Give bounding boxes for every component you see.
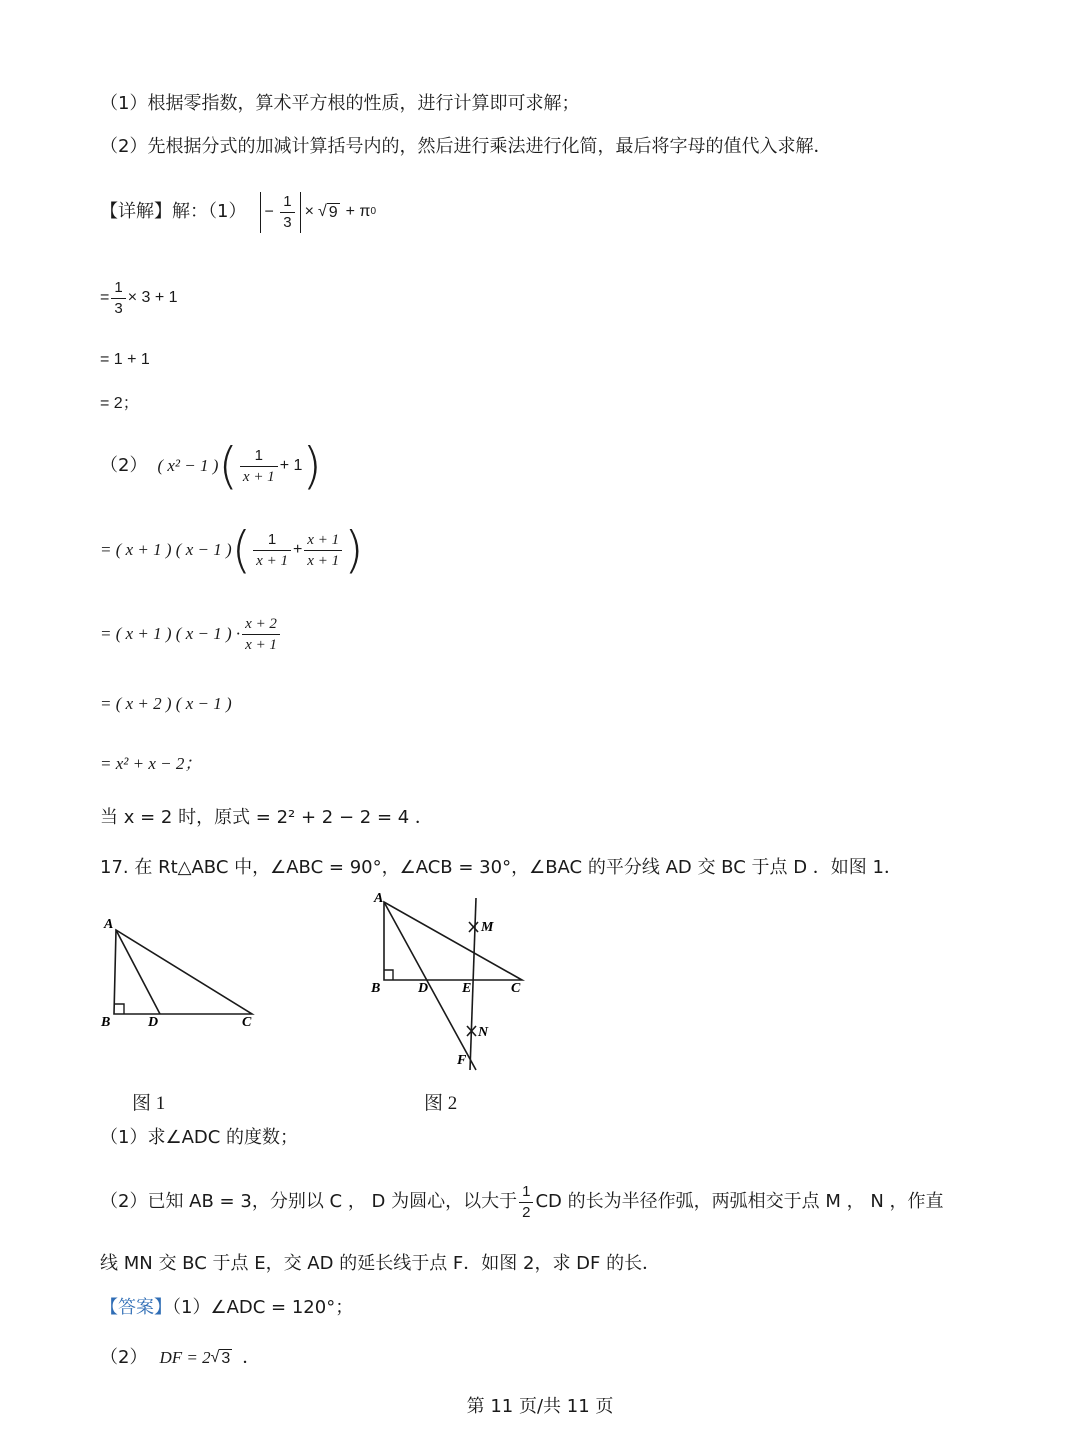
- label-e: E: [462, 981, 472, 996]
- equals-sign: =: [100, 289, 110, 306]
- segment-ad: [116, 930, 160, 1014]
- paren-open: (: [218, 437, 238, 495]
- label-b: B: [101, 1015, 111, 1027]
- solution-part2-step-2: [100, 606, 282, 662]
- frac-num: 1: [283, 192, 292, 210]
- answer-tag: 【答案】: [100, 1297, 172, 1318]
- abs-value: [260, 192, 300, 233]
- q2-part-b: CD 的长为半径作弧，两弧相交于点 M ， N ，作直: [535, 1191, 944, 1212]
- half-fraction: [519, 1182, 533, 1223]
- answer-2-label: （2）: [100, 1347, 148, 1368]
- minus-sign: −: [264, 203, 274, 221]
- arc-mark-m: [469, 922, 478, 932]
- label-a: A: [104, 917, 114, 932]
- t2-fraction: [242, 614, 280, 655]
- solution-step-3: = 2；: [100, 395, 139, 412]
- label-c: C: [511, 981, 521, 996]
- paren-close: ): [302, 437, 322, 495]
- t1-factors: = ( x + 1 ) ( x − 1 ): [100, 540, 232, 559]
- frac-den: x + 1: [307, 552, 340, 569]
- frac-num: x + 2: [245, 615, 277, 632]
- frac-num: x + 1: [307, 531, 340, 548]
- substitution-line: 当 x = 2 时，原式 = 2² + 2 − 2 = 4 ．: [100, 807, 433, 828]
- frac-num: 1: [522, 1182, 531, 1200]
- frac-den: 3: [114, 299, 123, 317]
- part2-factor: ( x² − 1 ): [157, 456, 219, 475]
- plus-pi: + π: [345, 203, 371, 220]
- solution-part1-expression: [100, 184, 376, 240]
- t2-factors: = ( x + 1 ) ( x − 1 ) ·: [100, 624, 241, 643]
- frac-num: 1: [254, 446, 263, 464]
- answer-1: （1）∠ADC = 120°；: [172, 1297, 354, 1318]
- answer-line-2: [100, 1346, 260, 1370]
- label-b: B: [371, 981, 381, 996]
- answer-2-expr: DF = 2: [159, 1348, 211, 1367]
- label-d: D: [148, 1015, 159, 1027]
- figure-1: [96, 912, 266, 1027]
- fraction-one-third: [280, 192, 294, 233]
- right-angle-mark: [384, 970, 393, 980]
- q2-part-a: （2）已知 AB = 3，分别以 C ， D 为圆心，以大于: [100, 1191, 518, 1212]
- frac-num: 1: [267, 530, 277, 548]
- figure-2-caption: 图 2: [424, 1093, 458, 1114]
- answer-2-sqrt-arg: 3: [221, 1349, 231, 1367]
- figure-2: [366, 890, 541, 1075]
- solution-part2-step-1: [100, 520, 364, 580]
- solution-step-1: [100, 270, 178, 326]
- answer-line-1: [100, 1296, 353, 1320]
- frac-den: 2: [522, 1203, 531, 1221]
- frac-den: 3: [283, 213, 292, 231]
- plus-sign: +: [292, 541, 303, 558]
- t1-fraction-2: [304, 530, 342, 571]
- step1-rest: × 3 + 1: [127, 289, 178, 306]
- sqrt-arg: 9: [328, 203, 338, 221]
- part2-fraction: [240, 446, 278, 487]
- t1-fraction-1: [253, 530, 291, 571]
- part2-label: （2）: [100, 455, 148, 476]
- label-a: A: [374, 891, 384, 906]
- figure-1-caption: 图 1: [132, 1093, 166, 1114]
- page-footer: 第 11 页/共 11 页: [466, 1396, 614, 1417]
- paren-open: (: [231, 521, 252, 579]
- frac-den: x + 1: [242, 468, 275, 485]
- frac-num: 1: [114, 278, 123, 296]
- fraction-one-third-2: [111, 278, 125, 319]
- sqrt-symbol: √: [210, 1349, 220, 1366]
- right-angle-mark: [114, 1004, 124, 1014]
- frac-den: x + 1: [256, 552, 288, 569]
- sqrt-symbol: √: [317, 203, 327, 220]
- label-c: C: [242, 1015, 252, 1027]
- solution-part2-step-3: = ( x + 2 ) ( x − 1 ): [100, 694, 232, 713]
- problem17-stem: 17. 在 Rt△ABC 中，∠ABC = 90°，∠ACB = 30°，∠BAC 的平分线 AD 交 BC 于点 D ．如图 1．: [100, 857, 902, 878]
- solution-step-2: = 1 + 1: [100, 351, 150, 368]
- paren-close: ): [344, 521, 364, 579]
- solution-part2-expression: [100, 436, 322, 496]
- label-m: M: [481, 920, 494, 935]
- solution-label: 【详解】解：（1）: [100, 201, 247, 222]
- label-d: D: [418, 981, 429, 996]
- question-2-line-1: [100, 1176, 944, 1228]
- label-f: F: [457, 1053, 467, 1068]
- question-2-line-2: 线 MN 交 BC 于点 E，交 AD 的延长线于点 F．如图 2，求 DF 的长．: [100, 1253, 661, 1274]
- label-n: N: [478, 1025, 489, 1040]
- answer-2-end: ．: [242, 1347, 261, 1368]
- pi-exponent: 0: [370, 206, 377, 217]
- times-sign: ×: [304, 203, 314, 220]
- analysis-line-1: （1）根据零指数，算术平方根的性质，进行计算即可求解；: [100, 93, 580, 114]
- question-1: （1）求∠ADC 的度数；: [100, 1127, 299, 1148]
- solution-part2-step-4: = x² + x − 2；: [100, 754, 202, 773]
- frac-den: x + 1: [245, 636, 277, 653]
- plus-one: + 1: [279, 457, 303, 474]
- triangle-abc: [114, 930, 252, 1014]
- analysis-line-2: （2）先根据分式的加减计算括号内的，然后进行乘法进行化简，最后将字母的值代入求解．: [100, 136, 832, 157]
